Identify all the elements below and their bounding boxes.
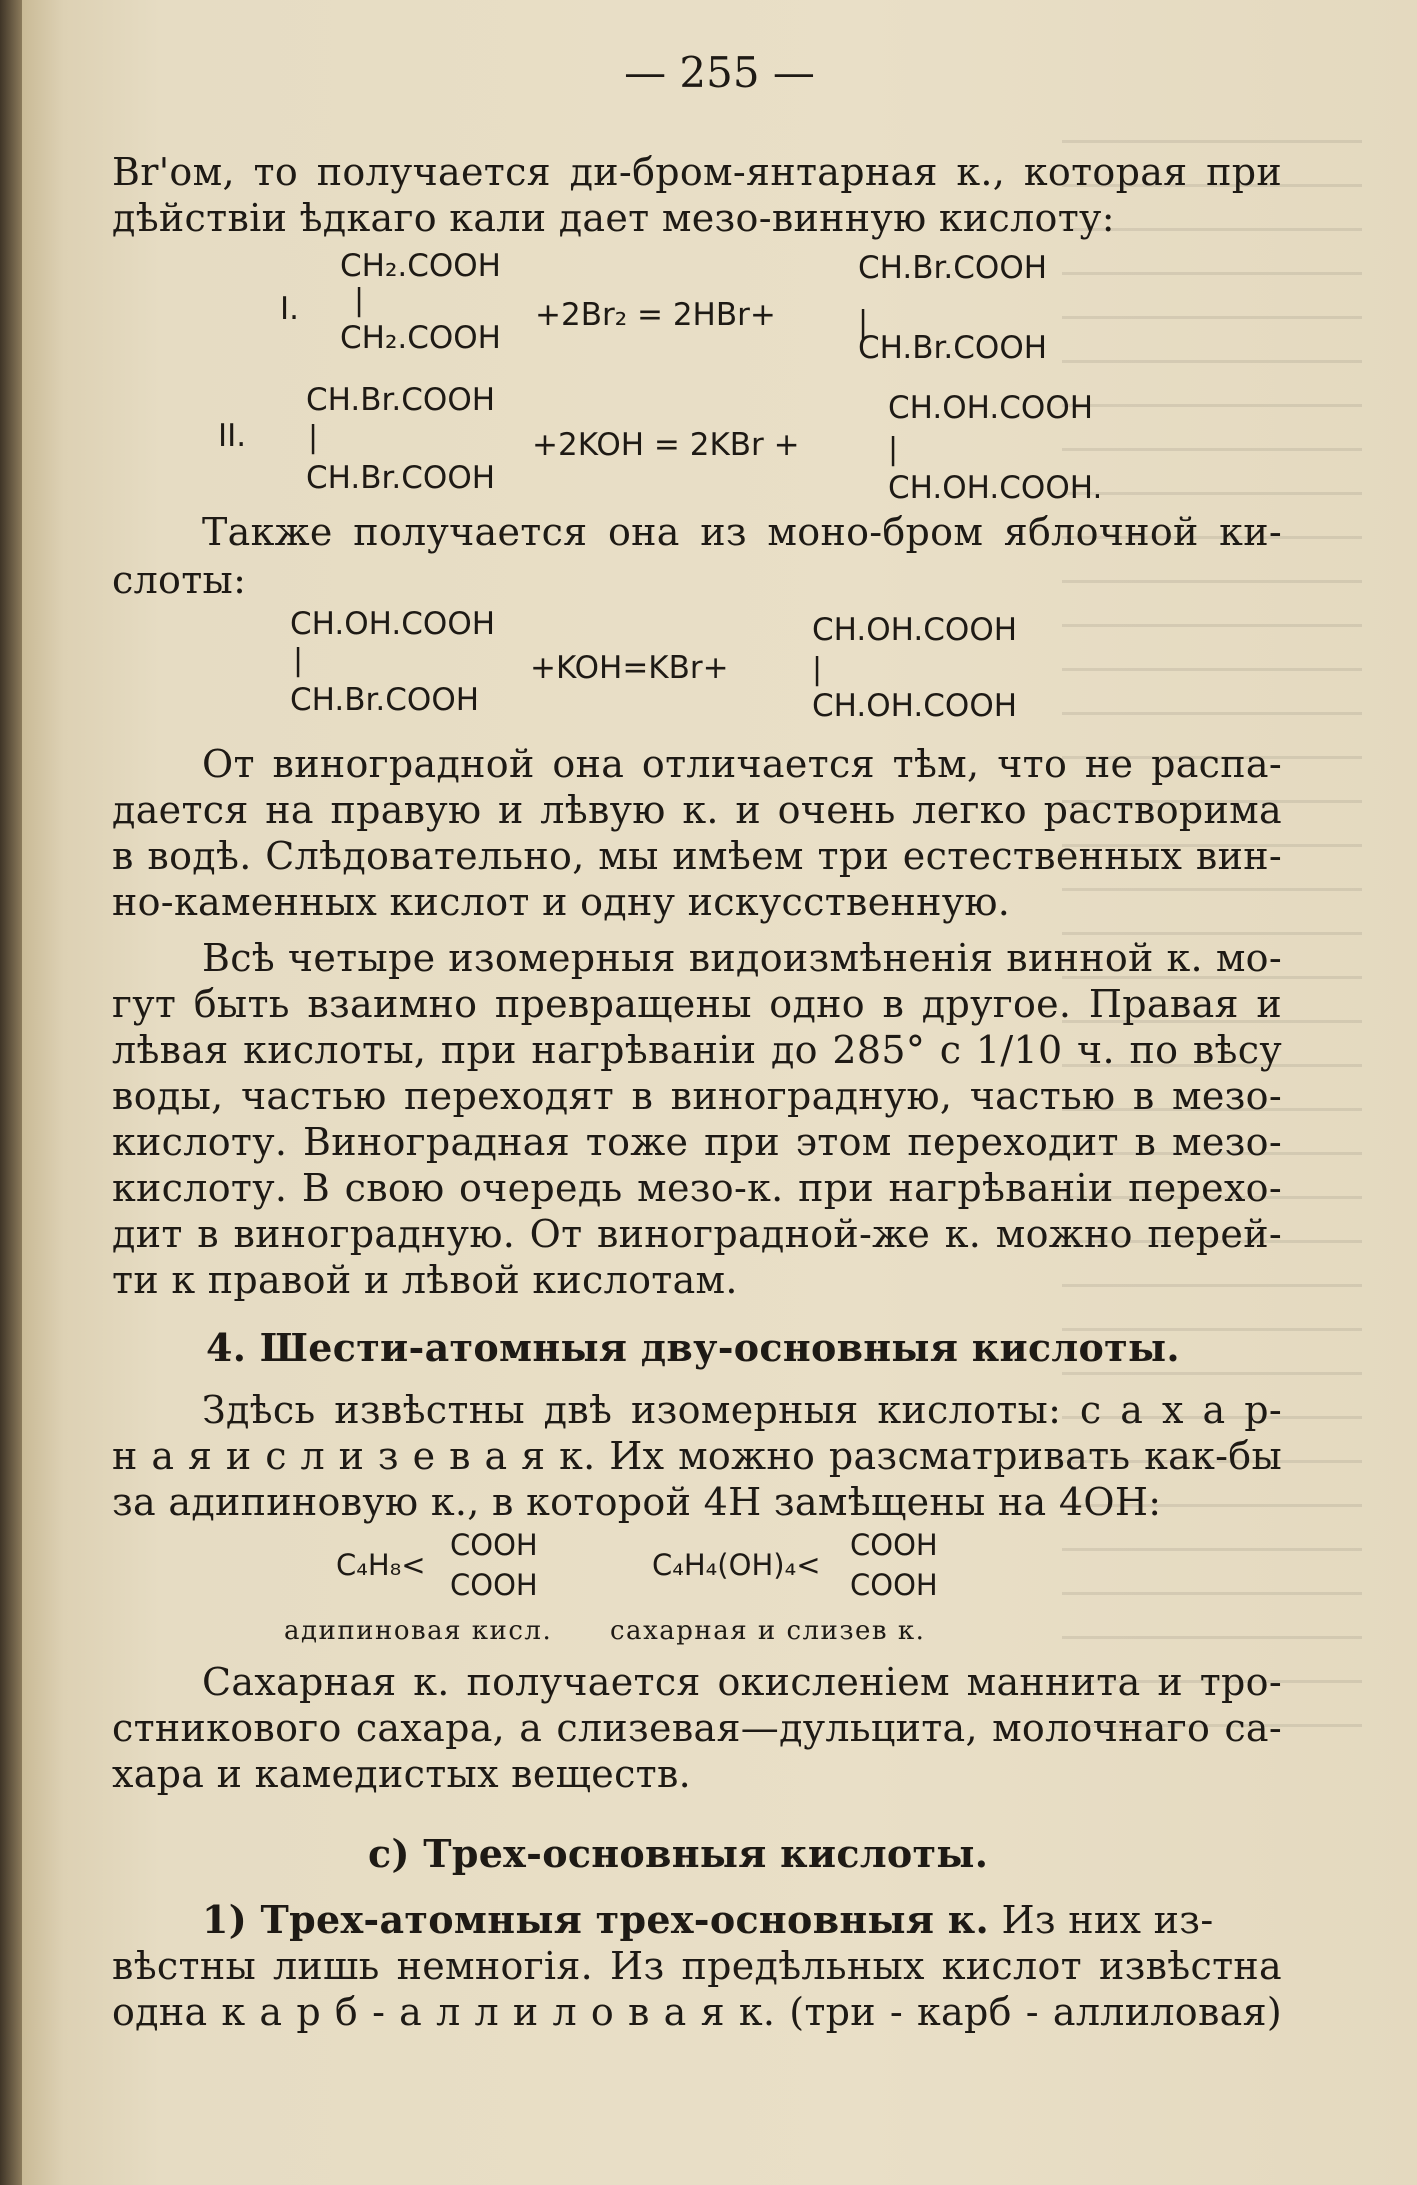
equation-middle: +2Br₂ = 2HBr+ [535, 297, 776, 333]
text-line: дит в виноградную. От виноградной-же к. можно перей- [112, 1212, 1282, 1256]
formula-left-top: CH.Br.COOH [306, 382, 496, 418]
bond-bar: | [812, 652, 823, 687]
formula-core: C₄H₈< [336, 1548, 426, 1582]
formula-right-bottom: CH.OH.COOH [812, 688, 1018, 724]
book-page [22, 0, 1417, 2185]
text-line: вѣстны лишь немногія. Из предѣльных кислот извѣстна [112, 1944, 1282, 1988]
formula-right-top: CH.OH.COOH [812, 612, 1018, 648]
text-run: Из них из- [989, 1898, 1214, 1942]
bond-bar: | [888, 432, 899, 467]
text-line [202, 1898, 1282, 1942]
text-line: гут быть взаимно превращены одно в другое. Правая и [112, 982, 1282, 1026]
text-line: От виноградной она отличается тѣм, что не распа- [202, 742, 1282, 786]
bond-bar: | [308, 420, 319, 455]
text-line: кислоту. Виноградная тоже при этом переходит в мезо- [112, 1120, 1282, 1164]
equation-label: II. [218, 418, 247, 454]
text-line: воды, частью переходят в виноградную, частью в мезо- [112, 1074, 1282, 1118]
text-line: н а я и с л и з е в а я к. Их можно разсматривать как-бы [112, 1434, 1282, 1478]
formula-left-bottom: CH.Br.COOH [290, 682, 480, 718]
section-heading: 4. Шести-атомныя дву-основныя кислоты. [206, 1325, 1180, 1370]
text-line: Всѣ четыре изомерныя видоизмѣненія винной к. мо- [202, 936, 1282, 980]
text-line: но-каменных кислот и одну искусственную. [112, 880, 1011, 924]
bond-bar: | [354, 283, 365, 318]
equation-middle: +KOH=KBr+ [530, 650, 729, 686]
formula-right-bottom: CH.OH.COOH. [888, 470, 1103, 506]
equation-label: I. [280, 291, 299, 327]
formula-caption: адипиновая кисл. [284, 1616, 553, 1646]
subsection-heading: 1) Трех-атомныя трех-основныя к. [202, 1897, 990, 1942]
formula-top-group: COOH [850, 1528, 938, 1562]
formula-top-group: COOH [450, 1528, 538, 1562]
text-line: хара и камедистых веществ. [112, 1752, 692, 1796]
text-line: за адипиновую к., в которой 4H замѣщены на 4OH: [112, 1480, 1162, 1524]
bond-bar: | [293, 643, 304, 678]
book-spine-edge [0, 0, 22, 2185]
section-heading: c) Трех-основныя кислоты. [368, 1831, 989, 1876]
formula-left-top: CH.OH.COOH [290, 606, 496, 642]
formula-bottom-group: COOH [450, 1568, 538, 1602]
formula-left-bottom: CH₂.COOH [340, 320, 501, 356]
page-number: — 255 — [624, 48, 815, 97]
text-line: кислоту. В свою очередь мезо-к. при нагрѣваніи перехо- [112, 1166, 1282, 1210]
text-line: одна к а р б - а л л и л о в а я к. (три - карб - аллиловая) [112, 1990, 1282, 2034]
formula-bottom-group: COOH [850, 1568, 938, 1602]
text-line: стникового сахара, а слизевая—дульцита, молочнаго са- [112, 1706, 1282, 1750]
formula-right-top: CH.Br.COOH [858, 250, 1048, 286]
text-line: лѣвая кислоты, при нагрѣваніи до 285° с 1/10 ч. по вѣсу [112, 1028, 1282, 1072]
text-line: ти к правой и лѣвой кислотам. [112, 1258, 738, 1302]
formula-core: C₄H₄(OH)₄< [652, 1548, 821, 1582]
text-line: Здѣсь извѣстны двѣ изомерныя кислоты: с а х а р- [202, 1388, 1282, 1432]
text-line: слоты: [112, 558, 247, 602]
text-line: Вr'ом, то получается ди-бром-янтарная к., которая при [112, 150, 1282, 194]
formula-right-bottom: CH.Br.COOH [858, 330, 1048, 366]
formula-left-top: CH₂.COOH [340, 248, 501, 284]
bond-bar: | [858, 305, 869, 340]
text-line: Также получается она из моно-бром яблочной ки- [202, 510, 1282, 554]
equation-middle: +2KOH = 2KBr + [532, 427, 800, 463]
formula-left-bottom: CH.Br.COOH [306, 460, 496, 496]
text-line: дѣйствіи ѣдкаго кали дает мезо-винную кислоту: [112, 196, 1115, 240]
formula-caption: сахарная и слизев к. [610, 1616, 926, 1646]
text-line: в водѣ. Слѣдовательно, мы имѣем три естественных вин- [112, 834, 1282, 878]
formula-right-top: CH.OH.COOH [888, 390, 1094, 426]
text-line: дается на правую и лѣвую к. и очень легко растворима [112, 788, 1282, 832]
text-line: Сахарная к. получается окисленіем маннита и тро- [202, 1660, 1282, 1704]
